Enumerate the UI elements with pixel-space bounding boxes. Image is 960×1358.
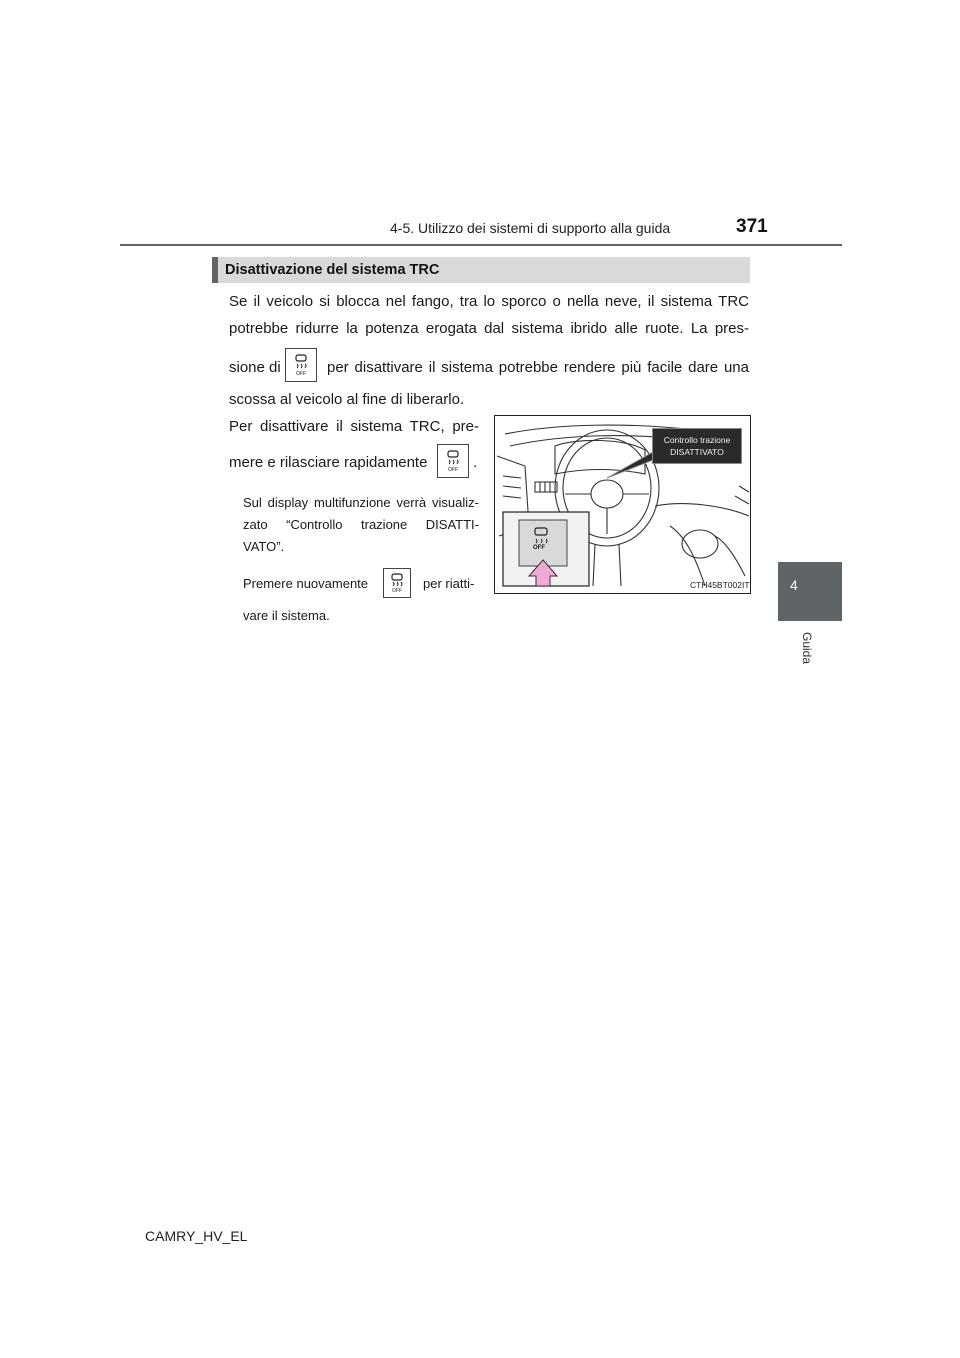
reactivate-note [243,568,479,628]
note-line: vare il sistema. [243,608,330,623]
chapter-label: Guida [800,632,814,665]
note-line: VATO”. [243,539,285,554]
figure-code: CTH45BT002IT [690,580,750,590]
intro-text: sione di [229,359,281,376]
inset-button-label: OFF [533,545,545,551]
svg-text:OFF: OFF [392,588,402,594]
note-line: zato “Controllo trazione DISATTI- [243,517,479,532]
trc-off-switch-icon [437,444,469,478]
svg-text:OFF: OFF [296,371,306,377]
procedure-text: mere e rilasciare rapidamente [229,454,428,471]
intro-text: per disattivare il sistema potrebbe rendere più facile dare una [327,359,749,376]
intro-line: potrebbe ridurre la potenza erogata dal sistema ibrido alle ruote. La pres- [229,320,749,337]
intro-line: scossa al veicolo al fine di liberarlo. [229,391,465,408]
chapter-number: 4 [790,577,798,593]
intro-line: Se il veicolo si blocca nel fango, tra lo sporco o nella neve, il sistema TRC [229,293,749,310]
display-callout [652,428,742,464]
note-text: Premere nuovamente [243,576,369,591]
svg-text:OFF: OFF [448,467,458,473]
procedure-line: Per disattivare il sistema TRC, pre- [229,418,479,435]
procedure-line-with-icon [229,444,479,480]
trc-off-switch-icon [285,348,317,382]
model-footer: CAMRY_HV_EL [145,1228,248,1244]
intro-line-with-icon [229,348,749,384]
display-note [243,492,479,558]
callout-text: DISATTIVATO [670,447,724,457]
running-header-section: 4-5. Utilizzo dei sistemi di supporto alla guida [390,220,671,236]
note-line: Sul display multifunzione verrà visualiz- [243,495,479,510]
chapter-tab [778,562,842,621]
trc-off-switch-icon [383,568,411,598]
callout-text: Controllo trazione [663,435,731,445]
trc-car-skid-icon [286,349,316,381]
page-number: 371 [736,216,768,237]
header-rule [120,244,842,246]
trc-car-skid-icon [384,569,410,597]
section-title: Disattivazione del sistema TRC [225,262,440,278]
procedure-text: . [473,454,478,471]
trc-car-skid-icon [438,445,468,477]
note-text: per riatti- [423,576,475,591]
section-title-accent [212,257,218,283]
